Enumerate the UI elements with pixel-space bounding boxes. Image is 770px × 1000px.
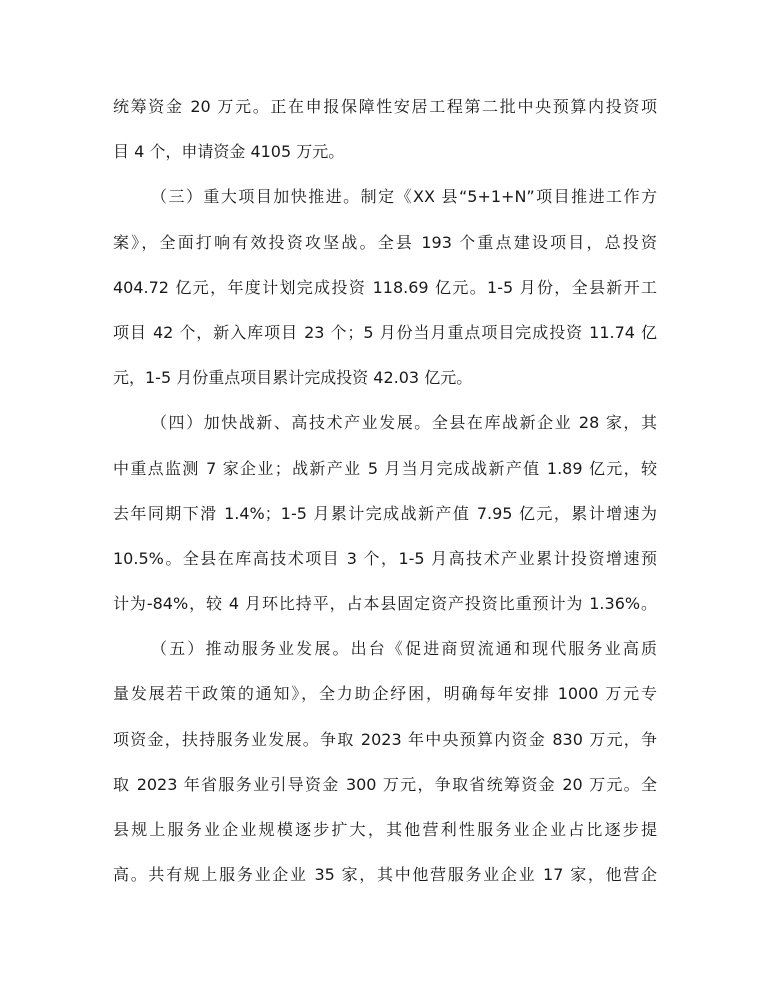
text-line: 高。共有规上服务业企业 35 家，其中他营服务业企业 17 家，他营企 [113, 865, 657, 885]
text-line: 县规上服务业企业规模逐步扩大，其他营利性服务业企业占比逐步提 [113, 820, 657, 839]
document-page [113, 84, 657, 897]
text-line: 元，1-5 月份重点项目累计完成投资 42.03 亿元。 [113, 368, 473, 388]
paragraph-heading-line: （四）加快战新、高技术产业发展。全县在库战新企业 28 家，其 [151, 413, 657, 433]
paragraph-heading-line: （五）推动服务业发展。出台《促进商贸流通和现代服务业高质 [151, 639, 657, 659]
text-line: 10.5%。全县在库高技术项目 3 个，1-5 月高技术产业累计投资增速预 [113, 548, 657, 568]
paragraph-service-industry [113, 626, 657, 897]
text-line: 统筹资金 20 万元。正在申报保障性安居工程第二批中央预算内投资项 [113, 97, 657, 116]
text-line: 项目 42 个，新入库项目 23 个；5 月份当月重点项目完成投资 11.74 亿 [113, 322, 657, 342]
paragraph-continuation [113, 84, 657, 174]
paragraph-strategic-emerging [113, 400, 657, 626]
paragraph-heading-line: （三）重大项目加快推进。制定《XX 县“5+1+N”项目推进工作方 [151, 187, 657, 207]
text-line: 项资金，扶持服务业发展。争取 2023 年中央预算内资金 830 万元，争 [113, 729, 657, 749]
text-line: 计为-84%，较 4 月环比持平，占本县固定资产投资比重预计为 1.36%。 [113, 594, 657, 614]
text-line: 目 4 个，申请资金 4105 万元。 [113, 142, 345, 162]
text-line: 案》，全面打响有效投资攻坚战。全县 193 个重点建设项目，总投资 [113, 232, 657, 252]
text-line: 量发展若干政策的通知》，全力助企纾困，明确每年安排 1000 万元专 [113, 684, 657, 704]
paragraph-major-projects [113, 174, 657, 400]
text-line: 取 2023 年省服务业引导资金 300 万元，争取省统筹资金 20 万元。全 [113, 774, 657, 794]
text-line: 404.72 亿元，年度计划完成投资 118.69 亿元。1-5 月份，全县新开工 [113, 277, 657, 297]
text-line: 中重点监测 7 家企业；战新产业 5 月当月完成战新产值 1.89 亿元，较 [113, 458, 657, 478]
text-line: 去年同期下滑 1.4%；1-5 月累计完成战新产值 7.95 亿元，累计增速为 [113, 503, 657, 523]
